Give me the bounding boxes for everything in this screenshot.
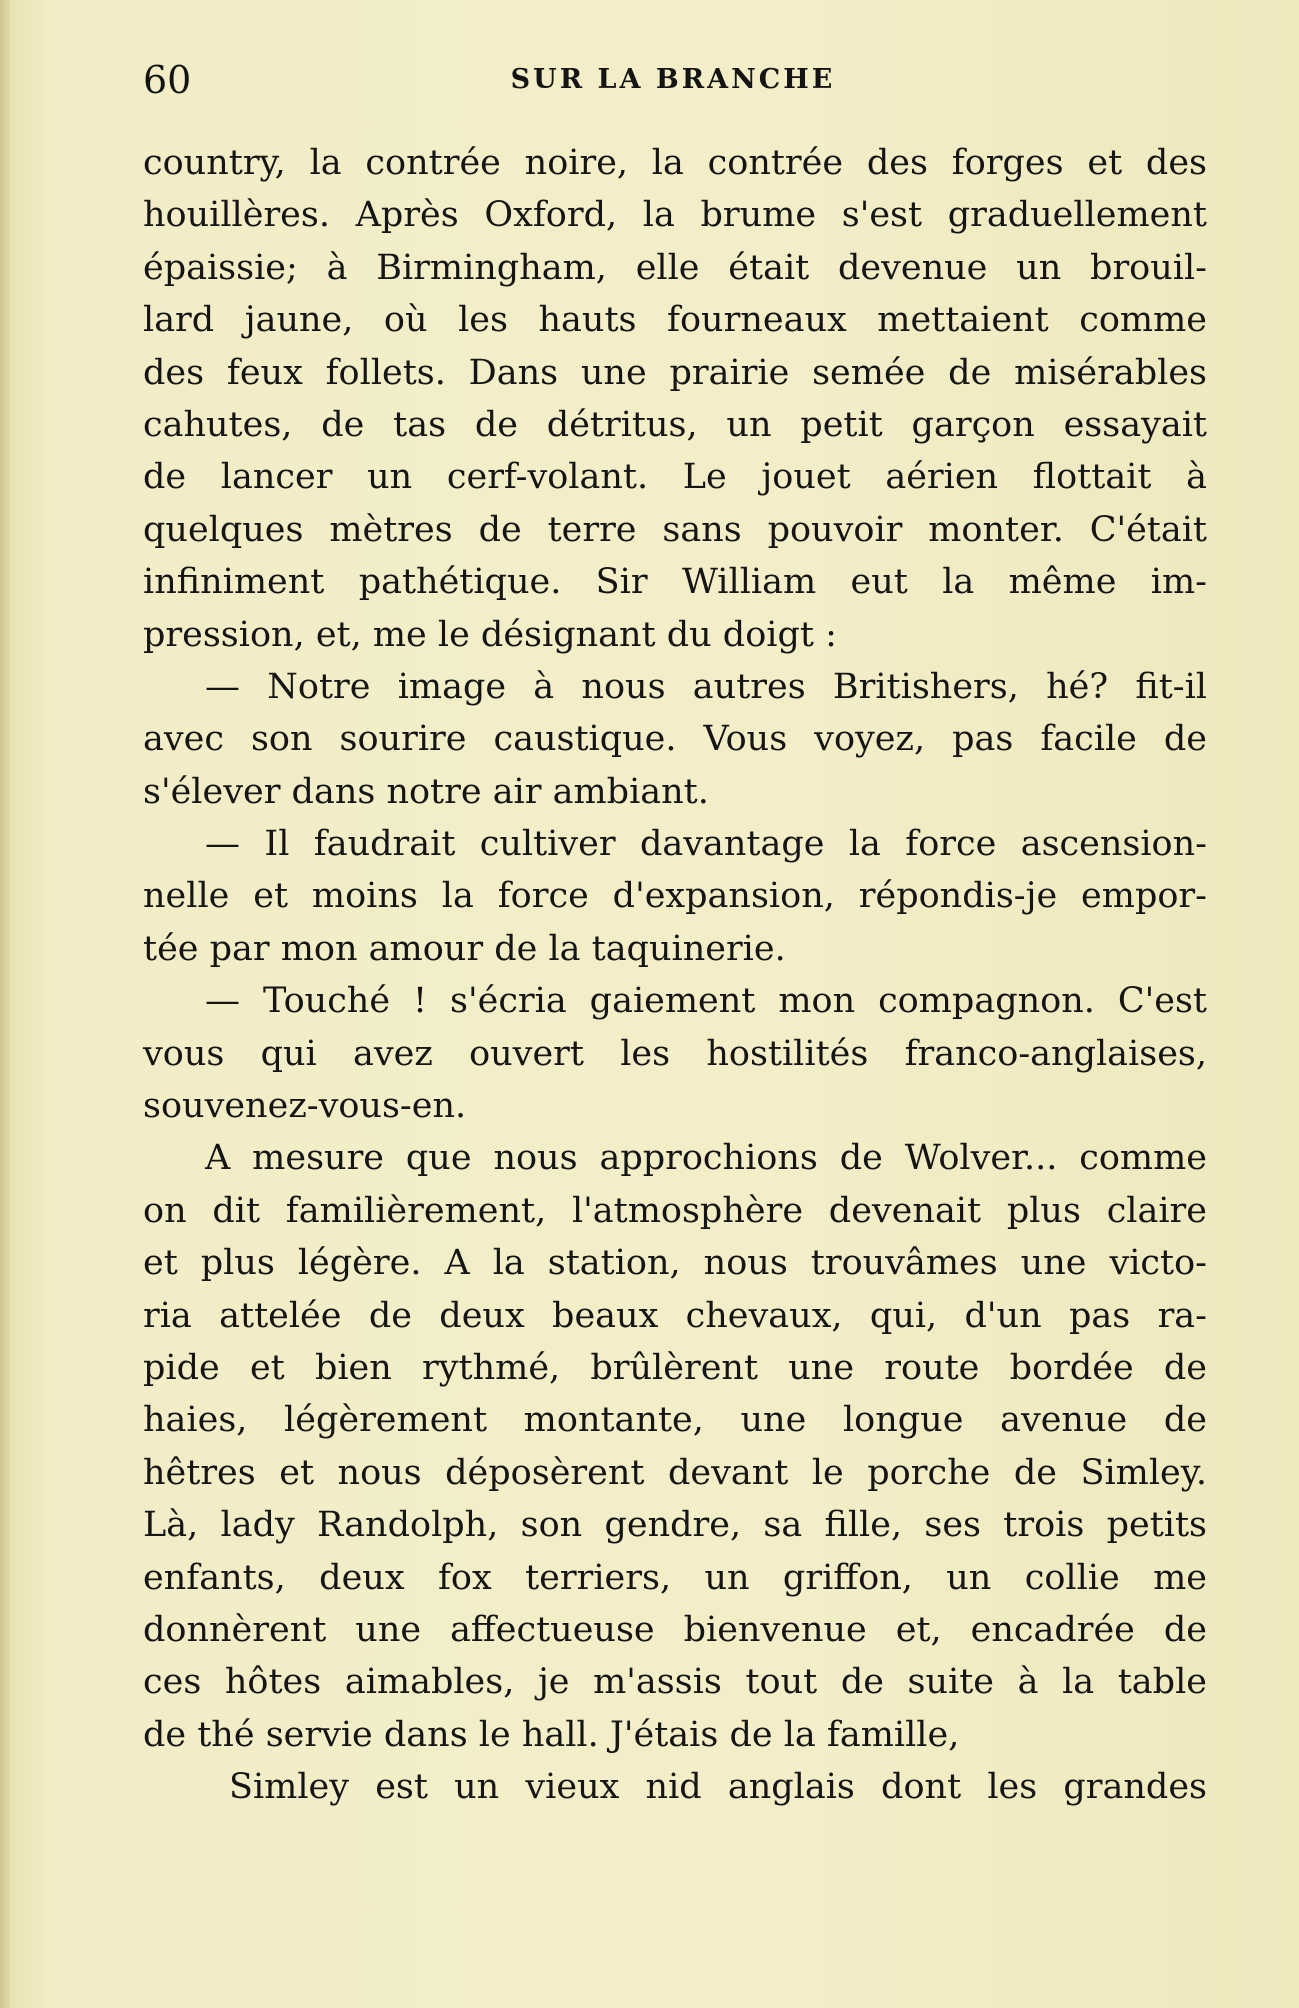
text-line: pide et bien rythmé, brûlèrent une route bordée de bbox=[143, 1347, 1207, 1388]
dialogue-line: — Notre image à nous autres Britishers, hé? fit-il bbox=[205, 666, 1207, 707]
text-line: cahutes, de tas de détritus, un petit garçon essayait bbox=[143, 404, 1207, 445]
dialogue-line: — Touché ! s'écria gaiement mon compagnon. C'est bbox=[205, 981, 1207, 1022]
text-line: on dit familièrement, l'atmosphère devenait plus claire bbox=[143, 1190, 1207, 1231]
text-line: ces hôtes aimables, je m'assis tout de suite à la table bbox=[143, 1662, 1207, 1703]
running-title: SUR LA BRANCHE bbox=[510, 64, 836, 95]
dialogue-line: — Il faudrait cultiver davantage la force ascension- bbox=[205, 824, 1207, 865]
text-line: de lancer un cerf-volant. Le jouet aérien flottait à bbox=[143, 457, 1207, 498]
text-line: souvenez-vous-en. bbox=[143, 1086, 467, 1127]
text-line: haies, légèrement montante, une longue avenue de bbox=[143, 1400, 1207, 1441]
text-line: des feux follets. Dans une prairie semée de misérables bbox=[143, 352, 1207, 393]
text-line: tée par mon amour de la taquinerie. bbox=[143, 928, 786, 969]
text-line: s'élever dans notre air ambiant. bbox=[143, 771, 709, 812]
text-line: de thé servie dans le hall. J'étais de la famille, bbox=[143, 1714, 960, 1755]
text-line: et plus légère. A la station, nous trouvâmes une victo- bbox=[143, 1243, 1207, 1284]
page-gutter-edge bbox=[0, 0, 10, 2008]
text-line: nelle et moins la force d'expansion, répondis-je empor- bbox=[143, 876, 1207, 917]
paragraph-first-line: A mesure que nous approchions de Wolver... comme bbox=[205, 1138, 1207, 1179]
text-line: donnèrent une affectueuse bienvenue et, encadrée de bbox=[143, 1609, 1207, 1650]
text-line: infiniment pathétique. Sir William eut la même im- bbox=[143, 562, 1207, 603]
text-line: enfants, deux fox terriers, un griffon, un collie me bbox=[143, 1557, 1207, 1598]
text-line: vous qui avez ouvert les hostilités franco-anglaises, bbox=[143, 1033, 1207, 1074]
text-line: hêtres et nous déposèrent devant le porche de Simley. bbox=[143, 1452, 1207, 1493]
text-line: ria attelée de deux beaux chevaux, qui, d'un pas ra- bbox=[143, 1295, 1207, 1336]
text-line: houillères. Après Oxford, la brume s'est graduellement bbox=[143, 195, 1207, 236]
text-line: avec son sourire caustique. Vous voyez, pas facile de bbox=[143, 719, 1207, 760]
page-header bbox=[143, 58, 1203, 108]
text-line: épaissie; à Birmingham, elle était devenue un brouil- bbox=[143, 247, 1207, 288]
text-line: Là, lady Randolph, son gendre, sa fille, ses trois petits bbox=[143, 1505, 1207, 1546]
text-line: country, la contrée noire, la contrée des forges et des bbox=[143, 143, 1207, 183]
text-line: quelques mètres de terre sans pouvoir monter. C'était bbox=[143, 509, 1207, 550]
text-line: pression, et, me le désignant du doigt : bbox=[143, 614, 837, 655]
page-number: 60 bbox=[143, 58, 192, 102]
body-text bbox=[143, 137, 1207, 1814]
text-line: lard jaune, où les hauts fourneaux mettaient comme bbox=[143, 300, 1207, 341]
paragraph-first-line: Simley est un vieux nid anglais dont les grandes bbox=[229, 1767, 1207, 1808]
